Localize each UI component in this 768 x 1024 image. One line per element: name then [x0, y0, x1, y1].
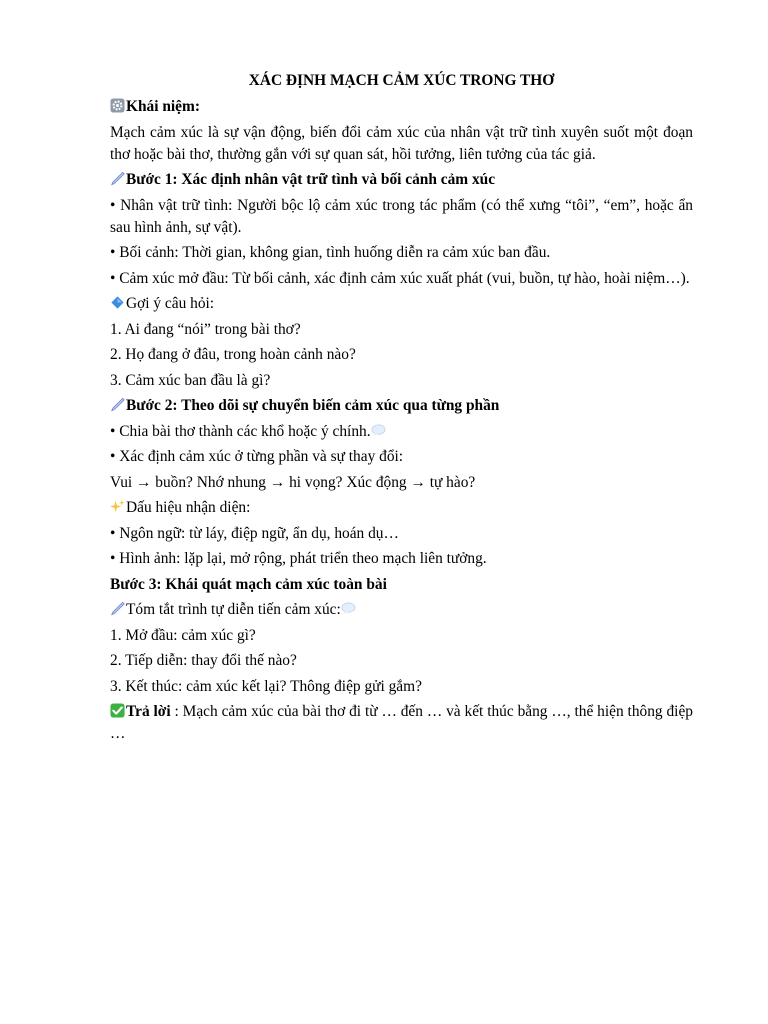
step3-question-3: 3. Kết thúc: cảm xúc kết lại? Thông điệp gửi gắm?	[110, 677, 422, 695]
speech-bubble-icon	[341, 601, 356, 616]
document-content	[110, 70, 693, 749]
step1-question-1: 1. Ai đang “nói” trong bài thơ?	[110, 320, 301, 338]
concept-heading-line	[110, 96, 693, 118]
step1-hint-line	[110, 293, 693, 315]
step1-heading: Bước 1: Xác định nhân vật trữ tình và bối cảnh cảm xúc	[126, 171, 496, 188]
step2-sign-1: • Ngôn ngữ: từ láy, điệp ngữ, ẩn dụ, hoán dụ…	[110, 524, 399, 542]
step3-heading: Bước 3: Khái quát mạch cảm xúc toàn bài	[110, 575, 387, 593]
step2-signs-line	[110, 497, 693, 519]
step1-question-2: 2. Họ đang ở đâu, trong hoàn cảnh nào?	[110, 346, 356, 363]
step1-hint-label: Gợi ý câu hỏi:	[126, 295, 215, 312]
step2-signs-label: Dấu hiệu nhận diện:	[126, 499, 251, 516]
step2-sign-2: • Hình ảnh: lặp lại, mở rộng, phát triển theo mạch liên tưởng.	[110, 550, 487, 567]
answer-line	[110, 701, 693, 745]
step3-question-1: 1. Mở đầu: cảm xúc gì?	[110, 626, 256, 644]
page-title: XÁC ĐỊNH MẠCH CẢM XÚC TRONG THƠ	[248, 72, 555, 89]
speech-bubble-icon	[371, 423, 386, 438]
step1-question-3: 3. Cảm xúc ban đầu là gì?	[110, 371, 271, 389]
answer-label: Trả lời	[126, 703, 171, 720]
step3-summary-line	[110, 599, 693, 621]
step2-heading-line	[110, 395, 693, 417]
step3-question-2: 2. Tiếp diễn: thay đổi thế nào?	[110, 652, 297, 669]
gear-icon	[110, 98, 125, 113]
answer-text: : Mạch cảm xúc của bài thơ đi từ … đến … và kết thúc bằng …, thể hiện thông điệp …	[110, 703, 693, 742]
step3-summary-label: Tóm tắt trình tự diễn tiến cảm xúc:	[126, 601, 341, 618]
step2-item-2: • Xác định cảm xúc ở từng phần và sự thay đổi:	[110, 448, 404, 465]
pencil-icon	[110, 601, 125, 616]
step2-heading: Bước 2: Theo dõi sự chuyển biến cảm xúc qua từng phần	[126, 397, 500, 414]
pencil-icon	[110, 171, 125, 186]
step1-item-2: • Bối cảnh: Thời gian, không gian, tình huống diễn ra cảm xúc ban đầu.	[110, 244, 551, 261]
concept-text: Mạch cảm xúc là sự vận động, biến đổi cảm xúc của nhân vật trữ tình xuyên suốt một đoạn thơ hoặc bài thơ, thường gắn với sự quan sát, hồi tưởng, liên tưởng của tác giả.	[110, 123, 693, 163]
sparkles-icon	[110, 499, 125, 514]
step1-item-3: • Cảm xúc mở đầu: Từ bối cảnh, xác định cảm xúc xuất phát (vui, buồn, tự hào, hoài niệm…).	[110, 269, 690, 287]
diamond-icon	[110, 295, 125, 310]
step2-item-1-line	[110, 421, 693, 443]
concept-heading: Khái niệm:	[126, 98, 200, 115]
step1-heading-line	[110, 169, 693, 191]
check-mark-icon	[110, 703, 125, 718]
pencil-icon	[110, 397, 125, 412]
step1-item-1: • Nhân vật trữ tình: Người bộc lộ cảm xúc trong tác phẩm (có thể xưng “tôi”, “em”, hoặc ẩn sau hình ảnh, sự vật).	[110, 196, 693, 236]
step2-item-1: • Chia bài thơ thành các khổ hoặc ý chính.	[110, 422, 371, 440]
step2-flow: Vui → buồn? Nhớ nhung → hi vọng? Xúc động → tự hào?	[110, 473, 476, 491]
